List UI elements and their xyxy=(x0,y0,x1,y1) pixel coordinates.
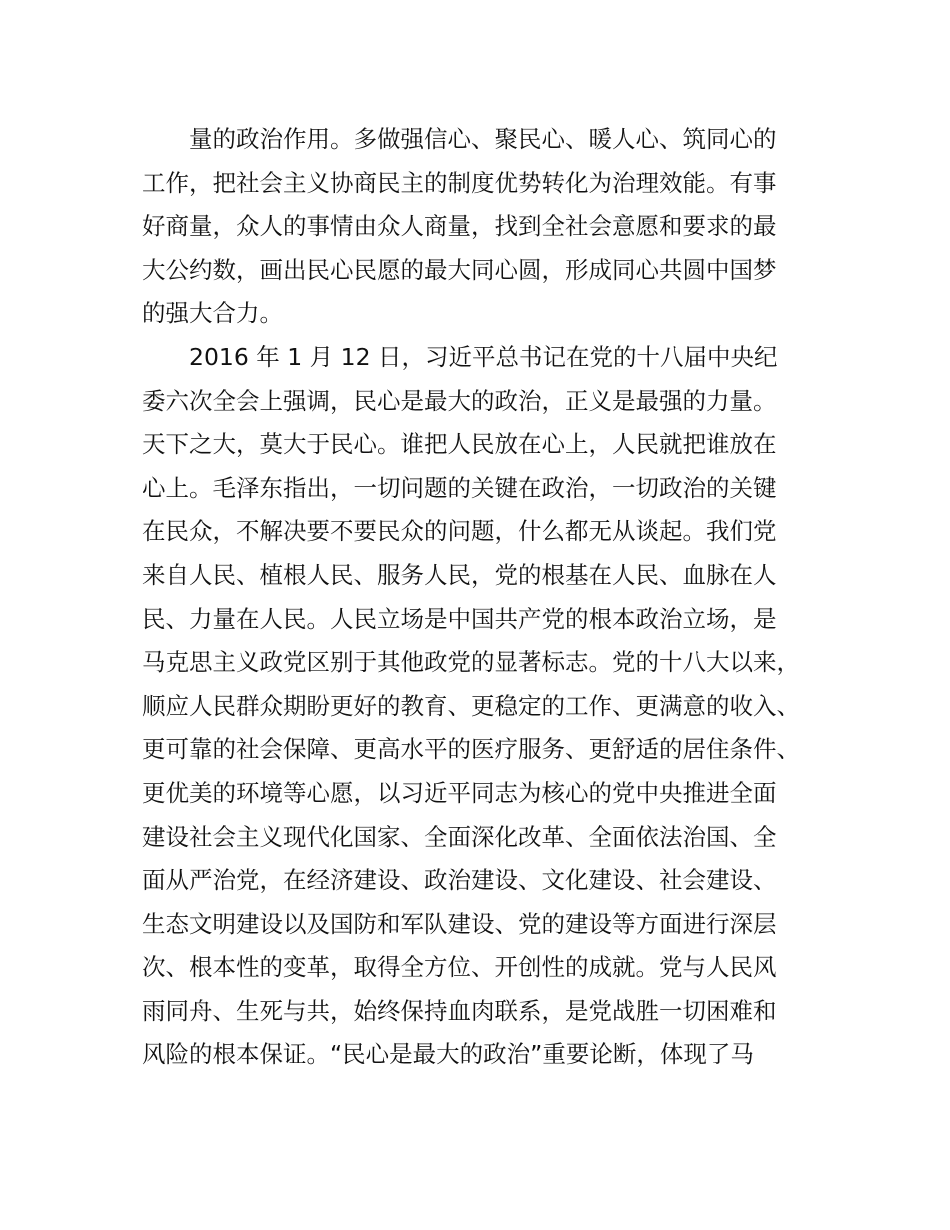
paragraph-line: 马克思主义政党区别于其他政党的显著标志。党的十八大以来， xyxy=(142,648,800,677)
paragraph-line: 大公约数，画出民心民愿的最大同心圆，形成同心共圆中国梦 xyxy=(142,255,777,284)
paragraph-line: 量的政治作用。多做强信心、聚民心、暖人心、筑同心的 xyxy=(189,125,777,153)
paragraph-line: 次、根本性的变革，取得全方位、开创性的成就。党与人民风 xyxy=(142,953,777,982)
paragraph-line: 在民众，不解决要不要民众的问题，什么都无从谈起。我们党 xyxy=(142,517,777,546)
paragraph-line: 雨同舟、生死与共，始终保持血肉联系，是党战胜一切困难和 xyxy=(142,996,777,1025)
paragraph-line: 工作，把社会主义协商民主的制度优势转化为治理效能。有事 xyxy=(142,168,777,197)
paragraph-line: 更优美的环境等心愿，以习近平同志为核心的党中央推进全面 xyxy=(142,778,777,807)
paragraph-line: 民、力量在人民。人民立场是中国共产党的根本政治立场，是 xyxy=(142,604,777,633)
paragraph-line: 顺应人民群众期盼更好的教育、更稳定的工作、更满意的收入、 xyxy=(142,691,800,720)
paragraph-1 xyxy=(142,118,822,336)
paragraph-line: 天下之大，莫大于民心。谁把人民放在心上，人民就把谁放在 xyxy=(142,430,777,459)
paragraph-line: 好商量，众人的事情由众人商量，找到全社会意愿和要求的最 xyxy=(142,212,777,241)
paragraph-line: 来自人民、植根人民、服务人民，党的根基在人民、血脉在人 xyxy=(142,560,777,589)
paragraph-line: 建设社会主义现代化国家、全面深化改革、全面依法治国、全 xyxy=(142,822,777,851)
paragraph-line: 生态文明建设以及国防和军队建设、党的建设等方面进行深层 xyxy=(142,909,777,938)
paragraph-line: 心上。毛泽东指出，一切问题的关键在政治，一切政治的关键 xyxy=(142,473,777,502)
document-body xyxy=(142,118,822,1077)
paragraph-line: 的强大合力。 xyxy=(142,299,283,328)
paragraph-line: 风险的根本保证。“民心是最大的政治”重要论断，体现了马 xyxy=(142,1040,754,1069)
paragraph-2 xyxy=(142,336,822,1077)
paragraph-line: 更可靠的社会保障、更高水平的医疗服务、更舒适的居住条件、 xyxy=(142,735,800,764)
paragraph-line: 2016 年 1 月 12 日，习近平总书记在党的十八届中央纪 xyxy=(189,342,778,371)
paragraph-line: 面从严治党，在经济建设、政治建设、文化建设、社会建设、 xyxy=(142,866,777,895)
paragraph-line: 委六次全会上强调，民心是最大的政治，正义是最强的力量。 xyxy=(142,386,777,415)
